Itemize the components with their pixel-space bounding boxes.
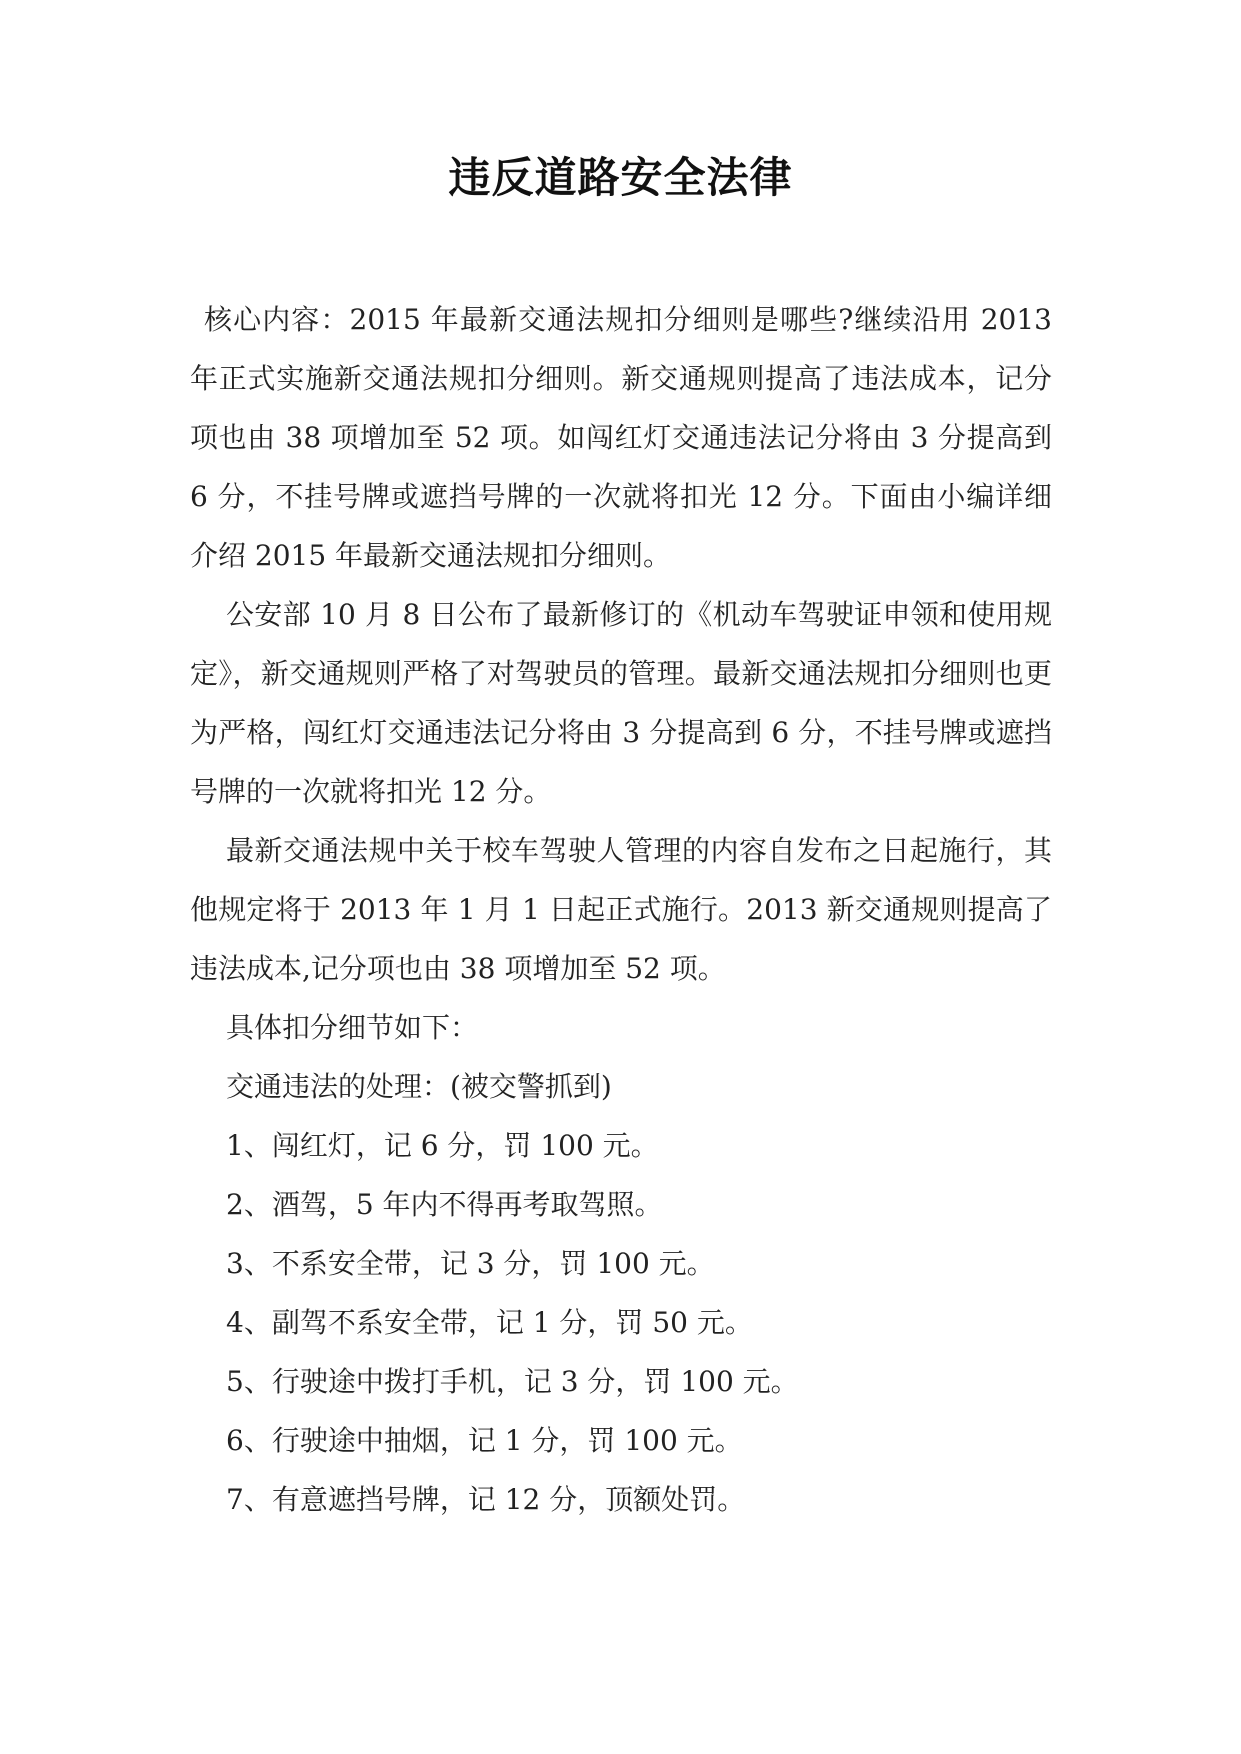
list-item: 4、副驾不系安全带，记 1 分，罚 50 元。 [226,1306,753,1339]
paragraph-effective-date: 最新交通法规中关于校车驾驶人管理的内容自发布之日起施行，其他规定将于 2013 年 1 月 1 日起正式施行。2013 新交通规则提高了违法成本,记分项也由 38 项增加至 52 项。 [190,834,1052,985]
list-item: 6、行驶途中抽烟，记 1 分，罚 100 元。 [226,1424,743,1457]
paragraph-ministry: 公安部 10 月 8 日公布了最新修订的《机动车驾驶证申领和使用规定》，新交通规则严格了对驾驶员的管理。最新交通法规扣分细则也更为严格，闯红灯交通违法记分将由 3 分提高到 6 分，不挂号牌或遮挡号牌的一次就将扣光 12 分。 [190,598,1052,808]
paragraph-details-heading: 具体扣分细节如下： [226,1011,479,1044]
paragraph-intro: 核心内容：2015 年最新交通法规扣分细则是哪些?继续沿用 2013 年正式实施新交通法规扣分细则。新交通规则提高了违法成本，记分项也由 38 项增加至 52 项。如闯红灯交通违法记分将由 3 分提高到 6 分，不挂号牌或遮挡号牌的一次就将扣光 12 分。下面由小编详细介绍 2015 年最新交通法规扣分细则。 [190,303,1052,572]
list-item: 1、闯红灯，记 6 分，罚 100 元。 [226,1129,659,1162]
list-item: 3、不系安全带，记 3 分，罚 100 元。 [226,1247,715,1280]
list-item: 2、酒驾，5 年内不得再考取驾照。 [226,1188,663,1221]
document-title: 违反道路安全法律 [448,153,793,202]
list-item: 7、有意遮挡号牌，记 12 分，顶额处罚。 [226,1483,746,1516]
paragraph-handling-heading: 交通违法的处理：(被交警抓到) [226,1070,612,1103]
document-body [190,290,1052,1529]
list-item: 5、行驶途中拨打手机，记 3 分，罚 100 元。 [226,1365,799,1398]
